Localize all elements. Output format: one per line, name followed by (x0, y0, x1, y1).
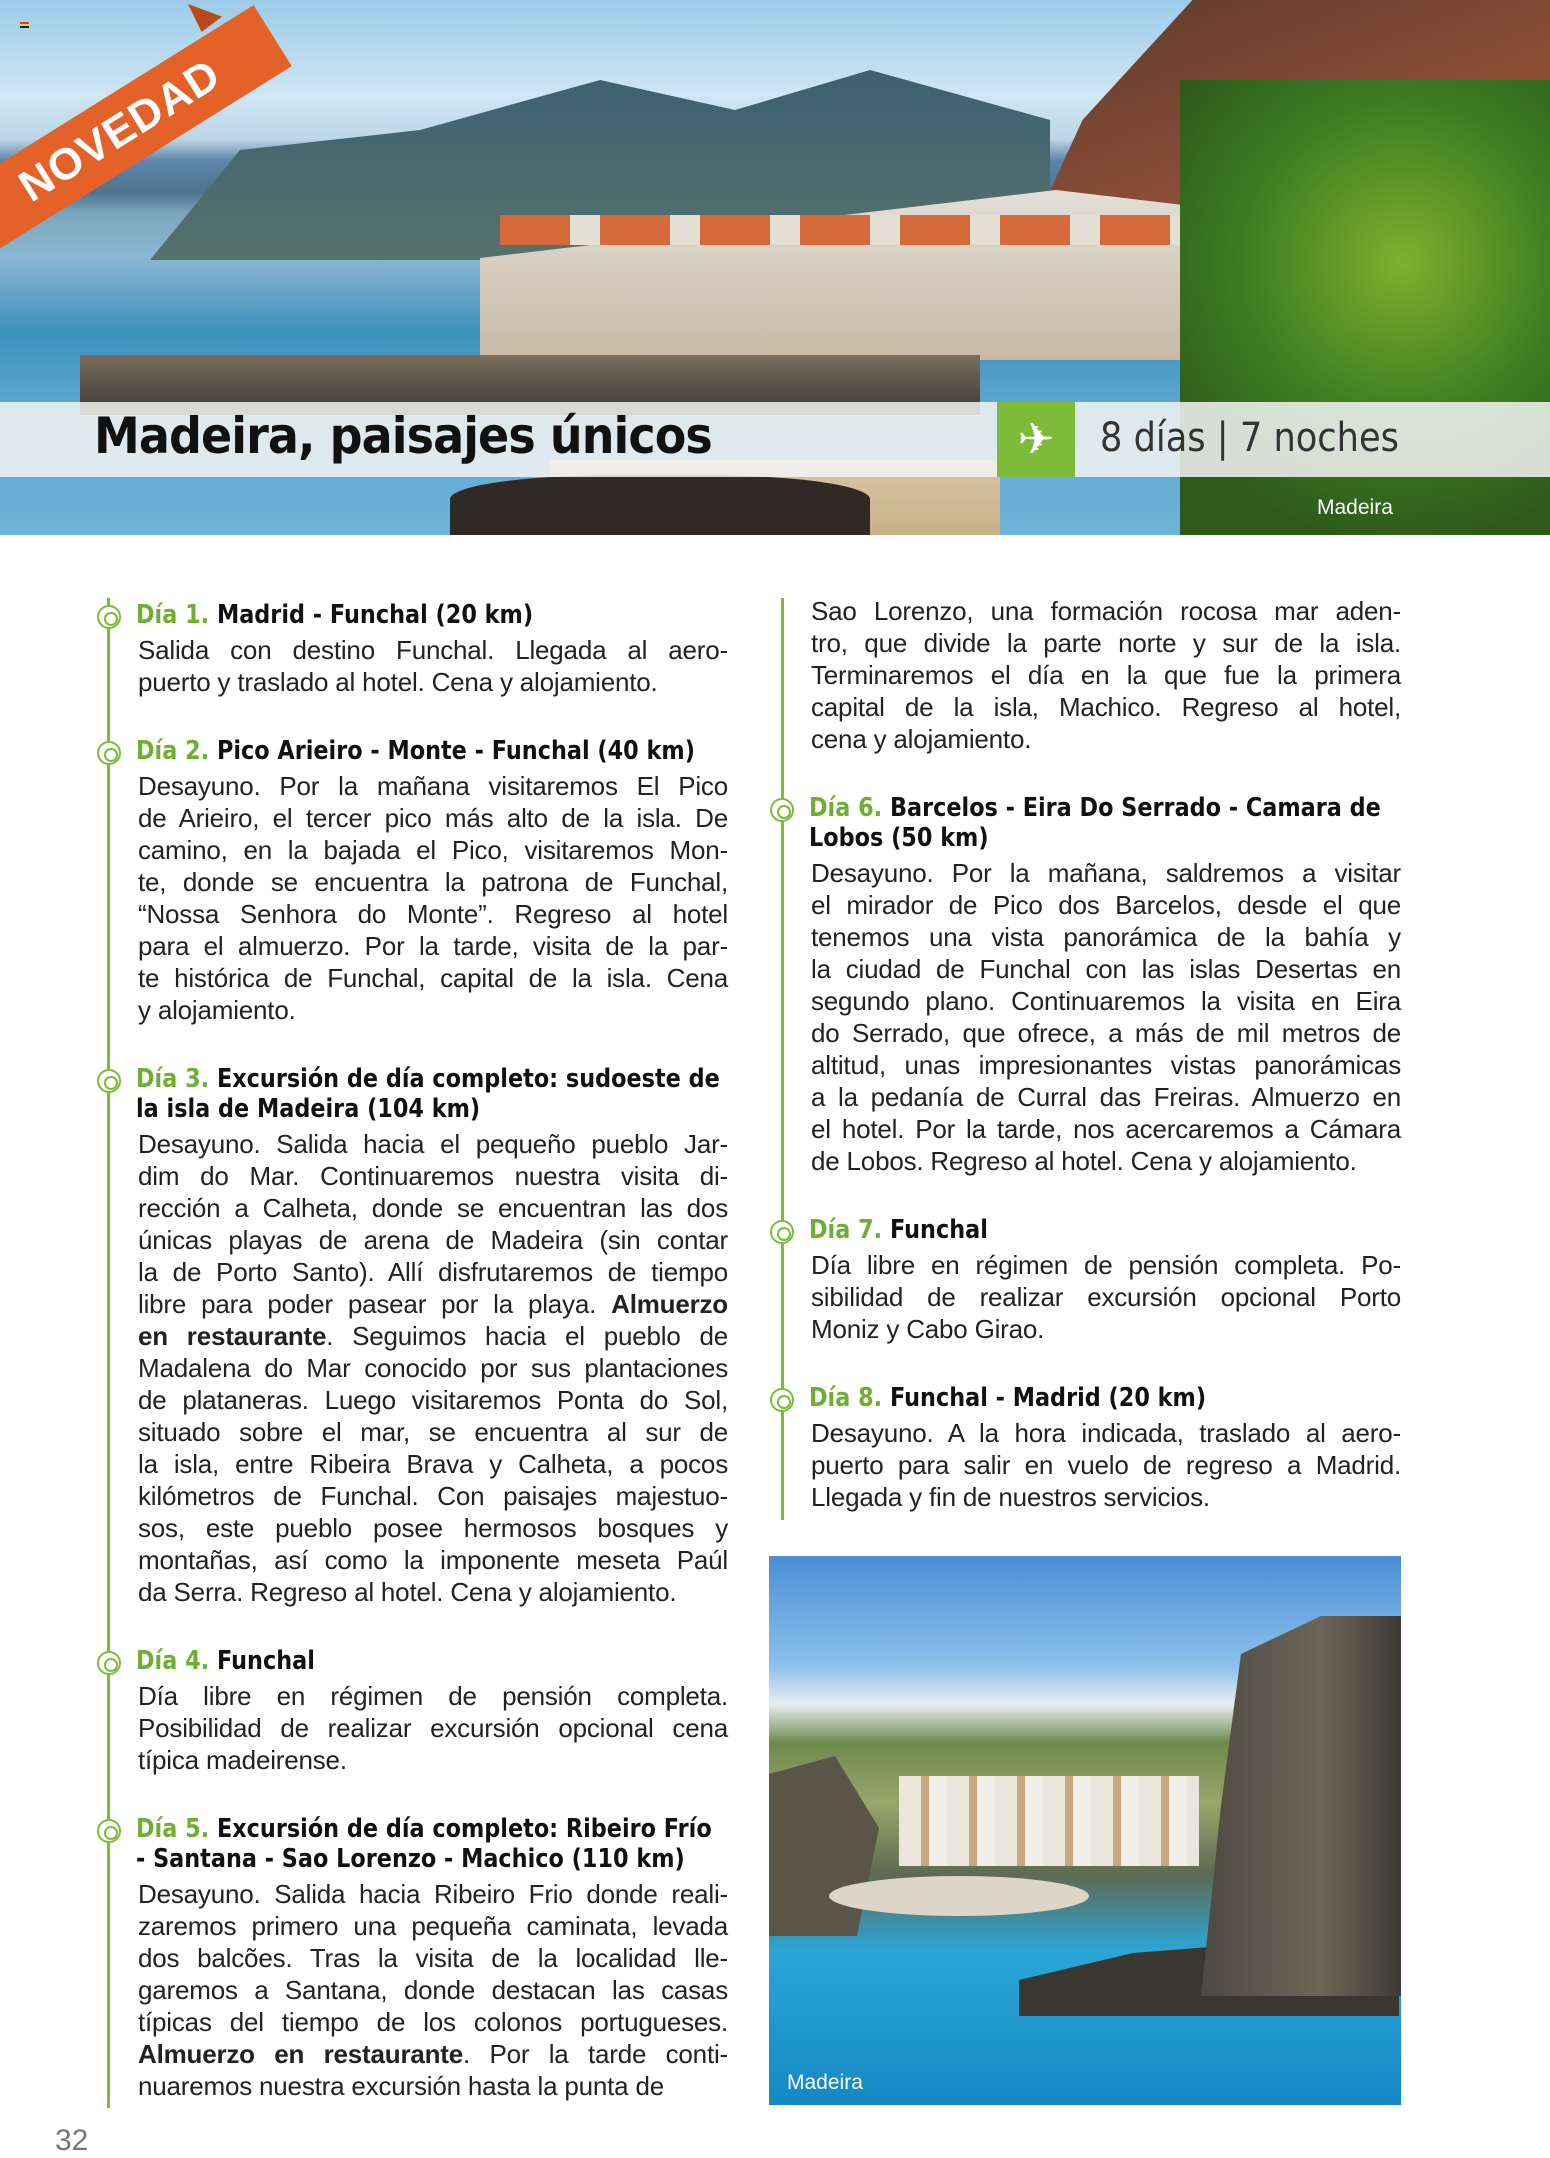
body-line: te histórica de Funchal, capital de la isla. Cena (138, 963, 728, 993)
body-line: Día libre en régimen de pensión completa. Po- (811, 1250, 1401, 1280)
body-line: Desayuno. A la hora indicada, traslado al aero- (811, 1418, 1401, 1448)
timeline-dot-icon (770, 1388, 794, 1412)
page-title: Madeira, paisajes únicos (94, 407, 712, 465)
timeline-dot-icon (770, 798, 794, 822)
day-heading (136, 1064, 725, 1124)
body-line: zaremos primero una pequeña caminata, levada (138, 1911, 728, 1941)
body-line: a la pedanía de Curral das Freiras. Almuerzo en (811, 1082, 1401, 1112)
text-segment: . Seguimos hacia el pueblo de (326, 1321, 728, 1351)
body-line: Desayuno. Por la mañana, saldremos a visitar (811, 858, 1401, 888)
day-block (138, 600, 728, 698)
body-line: Día libre en régimen de pensión completa. (138, 1681, 728, 1711)
body-line: kilómetros de Funchal. Con paisajes majestuo- (138, 1481, 728, 1511)
body-line: tro, que divide la parte norte y sur de la isla. (811, 628, 1401, 658)
body-line (138, 1320, 728, 1352)
body-line: la ciudad de Funchal con las islas Desertas en (811, 954, 1401, 984)
day-number: Día 8. (809, 1383, 883, 1413)
day-title: Funchal - Madrid (20 km) (889, 1383, 1207, 1413)
body-line: Posibilidad de realizar excursión opcional cena (138, 1713, 728, 1743)
day-number: Día 7. (809, 1215, 883, 1245)
day-heading (809, 1383, 1398, 1413)
body-line: la de Porto Santo). Allí disfrutaremos de tiempo (138, 1257, 728, 1287)
day-title: Barcelos - Eira Do Serrado - Camara de Lobos (50 km) (809, 793, 1381, 853)
day-number: Día 1. (136, 600, 210, 630)
day-block (138, 736, 728, 1026)
trip-duration: 8 días | 7 noches (1100, 415, 1399, 461)
body-line: situado sobre el mar, se encuentra al sur de (138, 1417, 728, 1447)
day-title: Madrid - Funchal (20 km) (216, 600, 534, 630)
body-line: “Nossa Senhora do Monte”. Regreso al hotel (138, 899, 728, 929)
body-line: Salida con destino Funchal. Llegada al aero- (138, 635, 728, 665)
body-line: dim do Mar. Continuaremos nuestra visita di- (138, 1161, 728, 1191)
body-line: te, donde se encuentra la patrona de Funchal, (138, 867, 728, 897)
body-line: de plataneras. Luego visitaremos Ponta do Sol, (138, 1385, 728, 1415)
photo-caption: Madeira (787, 2071, 863, 2094)
body-line: puerto y traslado al hotel. Cena y alojamiento. (138, 667, 658, 697)
timeline-dot-icon (97, 1069, 121, 1093)
body-line: de Lobos. Regreso al hotel. Cena y alojamiento. (811, 1146, 1357, 1176)
body-line: únicas playas de arena de Madeira (sin contar (138, 1225, 728, 1255)
day-heading (136, 1646, 725, 1676)
timeline-dot-icon (97, 741, 121, 765)
day-title: Funchal (889, 1215, 988, 1245)
body-line: Desayuno. Salida hacia Ribeiro Frio donde reali- (138, 1879, 728, 1909)
bold-text: en restaurante (138, 1321, 327, 1351)
body-line: Llegada y fin de nuestros servicios. (811, 1482, 1210, 1512)
timeline-dot-icon (97, 605, 121, 629)
airplane-icon: ✈ (997, 402, 1075, 477)
day-heading (809, 1215, 1398, 1245)
text-segment: . Por la tarde conti- (463, 2039, 728, 2069)
bold-text: Almuerzo en restaurante (138, 2039, 464, 2069)
day-block (811, 793, 1401, 1177)
novedad-badge: NOVEDAD (0, 5, 292, 257)
timeline-dot-icon (97, 1651, 121, 1675)
day-block (138, 1646, 728, 1776)
body-line: Terminaremos el día en la que fue la primera (811, 660, 1401, 690)
day-number: Día 2. (136, 736, 210, 766)
day-title: Funchal (216, 1646, 315, 1676)
hero-photo-caption: Madeira (1317, 496, 1393, 519)
body-line: el hotel. Por la tarde, nos acercaremos a Cámara (811, 1114, 1401, 1144)
day-5-continuation (811, 595, 1401, 755)
itinerary-left-column (138, 600, 728, 2140)
day-title: Excursión de día completo: sudoeste de la isla de Madeira (104 km) (136, 1064, 720, 1124)
day-number: Día 5. (136, 1814, 210, 1844)
day-block (811, 1215, 1401, 1345)
body-line: la isla, entre Ribeira Brava y Calheta, a pocos (138, 1449, 728, 1479)
body-line: sos, este pueblo posee hermosos bosques y (138, 1513, 728, 1543)
day-heading (136, 736, 725, 766)
body-line: Desayuno. Por la mañana visitaremos El Pico (138, 771, 728, 801)
text-segment: libre para poder pasear por la playa. (138, 1289, 612, 1319)
body-line: garemos a Santana, donde destacan las casas (138, 1975, 728, 2005)
day-heading (809, 793, 1398, 853)
day-heading (136, 600, 725, 630)
body-line: camino, en la bajada el Pico, visitaremos Mon- (138, 835, 728, 865)
body-line: Moniz y Cabo Girao. (811, 1314, 1045, 1344)
day-heading (136, 1814, 725, 1874)
body-line: dos balcões. Tras la visita de la localidad lle- (138, 1943, 728, 1973)
body-line: capital de la isla, Machico. Regreso al hotel, (811, 692, 1401, 722)
body-line: Sao Lorenzo, una formación rocosa mar aden- (811, 596, 1401, 626)
body-line: y alojamiento. (138, 995, 296, 1025)
day-number: Día 6. (809, 793, 883, 823)
body-line (138, 2038, 728, 2070)
timeline-dot-icon (97, 1819, 121, 1843)
timeline-dot-icon (770, 1220, 794, 1244)
body-line: Desayuno. Salida hacia el pequeño pueblo Jar- (138, 1129, 728, 1159)
day-title: Pico Arieiro - Monte - Funchal (40 km) (216, 736, 695, 766)
print-color-mark (20, 22, 29, 28)
body-line: cena y alojamiento. (811, 724, 1032, 754)
body-line: de Arieiro, el tercer pico más alto de la isla. De (138, 803, 728, 833)
body-line: típica madeirense. (138, 1745, 347, 1775)
day-block (138, 1064, 728, 1608)
body-line: montañas, así como la imponente meseta Paúl (138, 1545, 728, 1575)
body-line: tenemos una vista panorámica de la bahía y (811, 922, 1401, 952)
body-line: rección a Calheta, donde se encuentran las dos (138, 1193, 728, 1223)
day-number: Día 3. (136, 1064, 210, 1094)
day-block (138, 1814, 728, 2102)
body-line: altitud, unas impresionantes vistas panorámicas (811, 1050, 1401, 1080)
itinerary-right-column (811, 595, 1401, 1551)
body-line: para el almuerzo. Por la tarde, visita de la par- (138, 931, 728, 961)
timeline-line-right (781, 598, 784, 1520)
body-line: Madalena do Mar conocido por sus plantaciones (138, 1353, 728, 1383)
madeira-coast-photo (769, 1556, 1401, 2105)
body-line: el mirador de Pico dos Barcelos, desde el que (811, 890, 1401, 920)
hero-photo (0, 0, 1550, 535)
body-line (138, 1288, 728, 1320)
day-number: Día 4. (136, 1646, 210, 1676)
day-block (811, 1383, 1401, 1513)
body-line: da Serra. Regreso al hotel. Cena y alojamiento. (138, 1577, 677, 1607)
page-number: 32 (55, 2124, 89, 2157)
body-line: sibilidad de realizar excursión opcional Porto (811, 1282, 1401, 1312)
body-line: puerto para salir en vuelo de regreso a Madrid. (811, 1450, 1401, 1480)
timeline-line-left (107, 598, 110, 2108)
body-line: típicas del tiempo de los colonos portugueses. (138, 2007, 728, 2037)
body-line: do Serrado, que ofrece, a más de mil metros de (811, 1018, 1401, 1048)
body-line: segundo plano. Continuaremos la visita en Eira (811, 986, 1401, 1016)
day-title: Excursión de día completo: Ribeiro Frío - Santana - Sao Lorenzo - Machico (110 km) (136, 1814, 712, 1874)
body-line: nuaremos nuestra excursión hasta la punta de (138, 2071, 664, 2101)
bold-text: Almuerzo (611, 1289, 728, 1319)
